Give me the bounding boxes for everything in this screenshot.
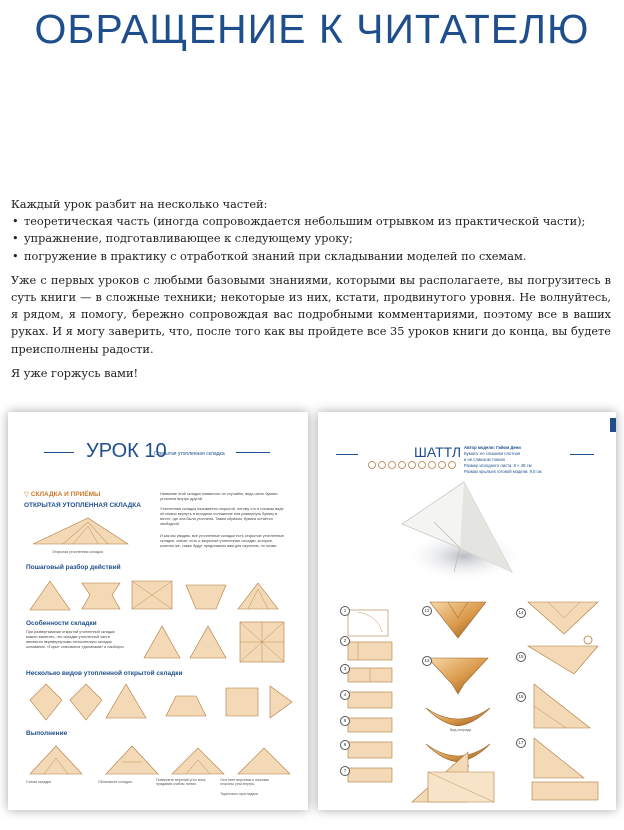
- steps-right-column: [514, 598, 610, 804]
- open-fold-illustration: [28, 512, 138, 548]
- intro-text-3: И как мы увидим, все утопленные складки есть открытые утопленные складки, значит, есть и закрытые утопленные складки, которые, конечно же, также будут предложены вам для изучения, но позже.: [160, 534, 284, 548]
- section-features: Особенности складки: [26, 620, 97, 627]
- step-number: 5: [340, 716, 350, 726]
- features-illustration: [140, 618, 296, 666]
- section-execution: Выполнение: [26, 730, 68, 737]
- lesson-title: УРОК 10: [86, 440, 167, 462]
- list-item: • упражнение, подготавливающее к следующему уроку;: [11, 230, 611, 247]
- view-front-caption: Вид спереди: [450, 728, 472, 732]
- body-text: [11, 196, 611, 382]
- step-number: 17: [516, 738, 526, 748]
- step-number: 7: [340, 766, 350, 776]
- model-wingspan: Размах крыльев готовой модели: 9,5 см: [464, 469, 542, 474]
- execution-illustration: [26, 740, 296, 778]
- lesson-page-preview: [8, 412, 308, 810]
- shuttle-model-photo: [394, 476, 524, 586]
- model-paper-1: Бумага: не слишком плотная: [464, 451, 521, 456]
- step-number: 4: [340, 690, 350, 700]
- list-item: • погружение в практику с отработкой знаний при складывании моделей по схемам.: [11, 248, 611, 265]
- caption-open-fold: Открытая утопленная складка: [52, 550, 103, 554]
- model-paper-2: и не слишком тонкая: [464, 457, 505, 462]
- caption-step-4: Тщательно прогладьте.: [220, 792, 259, 796]
- step-number: 1: [340, 606, 350, 616]
- steps-illustration: [26, 575, 296, 615]
- step-number: 14: [516, 608, 526, 618]
- section-folds-label: СКЛАДКА И ПРИЁМЫ: [30, 491, 101, 498]
- section-steps: Пошаговый разбор действий: [26, 564, 121, 571]
- parts-list: [11, 213, 611, 265]
- main-paragraph: Уже с первых уроков с любыми базовыми знаниями, которыми вы располагаете, вы погрузитесь в суть книги — в сложные техники; некоторые из них, кстати, продвинутого уровня. Не волнуйтесь, я рядом, я помогу, бережно сопровождая вас подробными комментариями, поэтому все в ваших руках. И я могу заверить, что, после того как вы пройдете все 35 уроков книги до конца, вы будете преисполнены радости.: [11, 273, 611, 356]
- kinds-illustration: [26, 680, 296, 724]
- intro-text-1: Название этой складки появилось не случайно, ведь часть бумаги утоплена внутрь другой.: [160, 492, 278, 501]
- model-page-preview: [318, 412, 616, 810]
- intro-text-2: Утопленная складка называется открытой, потому что в готовом виде её можно вернуть в исходное положение или развернуть бумагу в месте, где она была утоплена. Таким образом, бумага остаётся свободной.: [160, 507, 284, 526]
- model-title: ШАТТЛ: [414, 444, 462, 460]
- step-number: 12: [422, 606, 432, 616]
- paper-strip-illustration: [366, 460, 466, 470]
- section-open-fold: ОТКРЫТАЯ УТОПЛЕННАЯ СКЛАДКА: [24, 502, 141, 509]
- intro-line: Каждый урок разбит на несколько частей:: [11, 198, 268, 211]
- step-number: 13: [422, 656, 432, 666]
- steps-bottom-middle: [408, 712, 498, 806]
- model-sheet-size: Размер исходного листа: 8 × 48 см: [464, 463, 532, 468]
- caption-step-2: Поверните верхний угол вниз, придавив сгибом линии.: [156, 778, 207, 786]
- list-item: • теоретическая часть (иногда сопровождается небольшим отрывком из практической части);: [11, 213, 611, 230]
- model-info: [464, 445, 542, 475]
- features-text: При развертывании открытой утопленной складки можно заметить, что складки утопленной части являются перевернутыми относительно складок основания. «Горы» становятся «долинами» и наоборот.: [26, 630, 125, 649]
- page-title: ОБРАЩЕНИЕ К ЧИТАТЕЛЮ: [34, 6, 590, 52]
- model-author: Автор модели: Гийом Дени: [464, 445, 521, 450]
- step-number: 16: [516, 692, 526, 702]
- closing-line: Я уже горжусь вами!: [11, 366, 139, 380]
- step-number: 15: [516, 652, 526, 662]
- caption-step-3: Отогните верхнюю и нижнюю стороны угла внутрь.: [220, 778, 270, 786]
- section-folds: ▽ СКЛАДКА И ПРИЁМЫ: [24, 491, 101, 498]
- step-number: 3: [340, 664, 350, 674]
- step-number: 2: [340, 636, 350, 646]
- lesson-header: [8, 434, 308, 474]
- page-side-marker: [610, 418, 616, 432]
- caption-scheme: Схема складки: [26, 780, 52, 784]
- step-number: 6: [340, 740, 350, 750]
- lesson-subtitle: Открытая утопленная складка: [154, 451, 225, 457]
- caption-step-1: Обозначьте складки.: [98, 780, 133, 784]
- section-kinds: Несколько видов утопленной открытой складки: [26, 670, 183, 677]
